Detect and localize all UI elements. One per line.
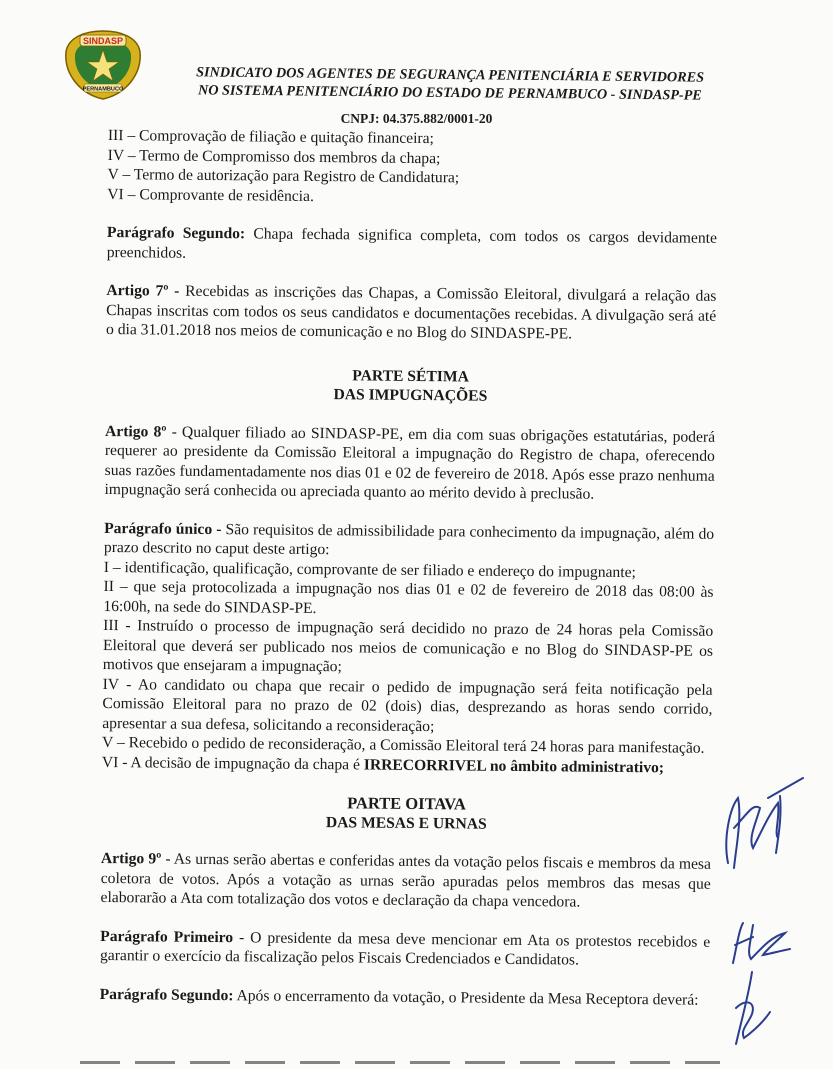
paragraph-text: VI - A decisão de impugnação da chapa é [101, 753, 364, 773]
document-body [100, 126, 718, 1010]
paragraph-label: Parágrafo Primeiro [100, 927, 234, 946]
signature-3 [722, 968, 777, 1048]
page-edge-text-fragment [80, 1061, 720, 1064]
artigo-8 [104, 421, 715, 505]
list-item: V – Recebido o pedido de reconsideração, a Comissão Eleitoral terá 24 horas para manifestação. [102, 733, 705, 757]
artigo-7 [106, 281, 717, 345]
list-item: III - Instruído o processo de impugnação será decidido no prazo de 24 horas pela Comissão Eleitoral que deverá ser publicado nos meios de comunicação e no Blog do SINDASP-PE os motivos que ensejaram a impugnação; [102, 616, 714, 676]
section-subtitle: DAS IMPUGNAÇÕES [333, 386, 488, 405]
org-line-2: NO SISTEMA PENITENCIÁRIO DO ESTADO DE PERNAMBUCO - SINDASP-PE [197, 82, 702, 104]
list-item: IV - Ao candidato ou chapa que recair o pedido de impugnação será feita notificação pela Comissão Eleitoral para no prazo de 02 (dois) dias, desprezando as horas sendo corrido, apresentar a sua defesa, solicitando a reconsideração; [102, 675, 713, 735]
list-item: V – Termo de autorização para Registro de Candidatura; [107, 165, 460, 187]
paragrafo-segundo-chapa [107, 223, 717, 268]
list-item: III – Comprovação de filiação e quitação financeira; [107, 126, 434, 148]
paragraph-text: - As urnas serão abertas e conferidas antes da votação pelos fiscais e membros da mesa coletora de votos. Após a votação as urnas serão apuradas pelos membros das mesas que elaborarão a Ata com totalização dos votos e declaração da chapa vencedora. [100, 850, 712, 911]
paragraph-text: Chapa fechada significa completa, com todos os cargos devidamente preenchidos. [106, 225, 718, 262]
paragrafo-primeiro [100, 926, 710, 971]
paragrafo-unico [104, 518, 714, 563]
logo-text-top: SINDASP [82, 36, 124, 46]
signature-2 [725, 915, 795, 970]
sindasp-logo [62, 28, 144, 102]
list-item: I – identificação, qualificação, comprovante de ser filiado e endereço do impugnante; [103, 558, 636, 581]
organization-name [150, 63, 750, 105]
paragraph-label: Artigo 9º [100, 849, 162, 868]
paragraph-text: - Qualquer filiado ao SINDASP-PE, em dia com suas obrigações estatutárias, poderá requerer ao presidente da Comissão Eleitoral a impugnação do Registro de chapa, oferecendo suas razões fundamentadamente nos dias 01 e 02 de fevereiro de 2018. Após esse prazo nenhuma impugnação será conhecida ou apreciada quanto ao mérito devido à preclusão. [104, 423, 716, 503]
org-line-1: SINDICATO DOS AGENTES DE SEGURANÇA PENITENCIÁRIA E SERVIDORES [196, 64, 705, 86]
paragraph-label: Parágrafo único - [104, 519, 222, 538]
list-item: VI – Comprovante de residência. [107, 185, 314, 205]
paragraph-text: - O presidente da mesa deve mencionar em Ata os protestos recebidos e garantir o exercício da fiscalização pelos Fiscais Credenciados e Candidatos. [99, 928, 711, 969]
artigo-9 [100, 849, 711, 913]
section-subtitle: DAS MESAS E URNAS [325, 813, 487, 833]
list-item: II – que seja protocolizada a impugnação nos dias 01 e 02 de fevereiro de 2018 das 08:00 às 16:00h, na sede do SINDASP-PE. [103, 577, 714, 617]
section-title: PARTE OITAVA [347, 793, 466, 814]
paragraph-label: Parágrafo Segundo: [99, 985, 234, 1004]
list-item: IV – Termo de Compromisso dos membros da chapa; [107, 146, 441, 167]
section-title: PARTE SÉTIMA [352, 366, 469, 385]
bold-text: IRRECORRIVEL no âmbito administrativo; [363, 755, 665, 776]
paragraph-text: São requisitos de admissibilidade para conhecimento da impugnação, além do prazo descrito no caput deste artigo: [103, 520, 715, 559]
cnpj: CNPJ: 04.375.882/0001-20 [340, 111, 493, 126]
signature-1 [708, 768, 808, 878]
paragraph-label: Artigo 7º - [106, 281, 180, 300]
paragraph-text: Após o encerramento da votação, o Presidente da Mesa Receptora deverá: [233, 986, 699, 1009]
paragraph-text: Recebidas as inscrições das Chapas, a Comissão Eleitoral, divulgará a relação das Chapas inscritas com todos os seus candidatos e documentações recebidas. A divulgação será até o dia 31.01.2018 nos meios de comunicação e no Blog do SINDASPE-PE. [105, 282, 717, 343]
paragraph-label: Artigo 8º [104, 422, 167, 441]
logo-text-bottom: PERNAMBUCO [82, 86, 124, 93]
paragraph-label: Parágrafo Segundo: [106, 223, 246, 243]
